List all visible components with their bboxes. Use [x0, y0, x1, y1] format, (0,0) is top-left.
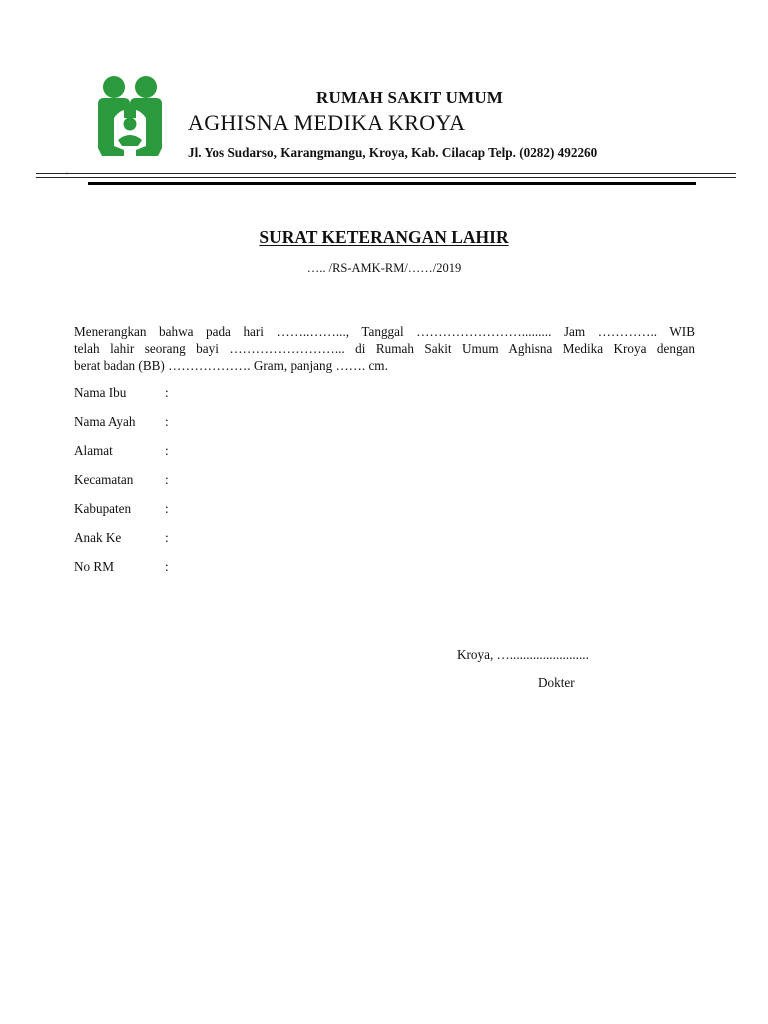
field-label: Kecamatan — [74, 472, 134, 487]
family-logo-icon — [94, 74, 166, 156]
field-colon: : — [165, 530, 169, 545]
header-divider-thick — [88, 182, 696, 185]
field-nama-ayah — [74, 414, 574, 443]
field-colon: : — [165, 472, 169, 487]
field-kabupaten — [74, 501, 574, 530]
body-line-1: Menerangkan bahwa pada hari ……..……..., Tanggal ……………………......... Jam ………….. WIB — [74, 324, 695, 339]
field-colon: : — [165, 414, 169, 429]
document-number: ….. /RS-AMK-RM/……/2019 — [306, 261, 462, 275]
document-title: SURAT KETERANGAN LAHIR — [259, 227, 509, 247]
divider-tick-mark: ′ — [66, 171, 68, 180]
field-colon: : — [165, 559, 169, 574]
field-label: Nama Ayah — [74, 414, 136, 429]
field-label: Anak Ke — [74, 530, 122, 545]
field-alamat — [74, 443, 574, 472]
signature-role: Dokter — [538, 675, 575, 690]
hospital-address: Jl. Yos Sudarso, Karangmangu, Kroya, Kab. Cilacap Telp. (0282) 492260 — [188, 145, 598, 160]
field-label: Kabupaten — [74, 501, 132, 516]
field-colon: : — [165, 443, 169, 458]
body-line-3: berat badan (BB) ………………. Gram, panjang ……. cm. — [74, 358, 388, 373]
field-colon: : — [165, 501, 169, 516]
field-colon: : — [165, 385, 169, 400]
body-line-2: telah lahir seorang bayi ……………………... di Rumah Sakit Umum Aghisna Medika Kroya dengan — [74, 341, 695, 356]
header-divider-thin-top — [36, 173, 736, 174]
field-anak-ke — [74, 530, 574, 559]
identity-fields — [74, 385, 574, 588]
hospital-name: AGHISNA MEDIKA KROYA — [188, 110, 466, 135]
field-label: Nama Ibu — [74, 385, 127, 400]
hospital-type: RUMAH SAKIT UMUM — [316, 88, 504, 107]
field-label: Alamat — [74, 443, 113, 458]
field-label: No RM — [74, 559, 114, 574]
field-no-rm — [74, 559, 574, 588]
field-nama-ibu — [74, 385, 574, 414]
field-kecamatan — [74, 472, 574, 501]
header-divider-thin-bottom — [36, 177, 736, 178]
signature-place-date: Kroya, …........................ — [457, 647, 589, 662]
